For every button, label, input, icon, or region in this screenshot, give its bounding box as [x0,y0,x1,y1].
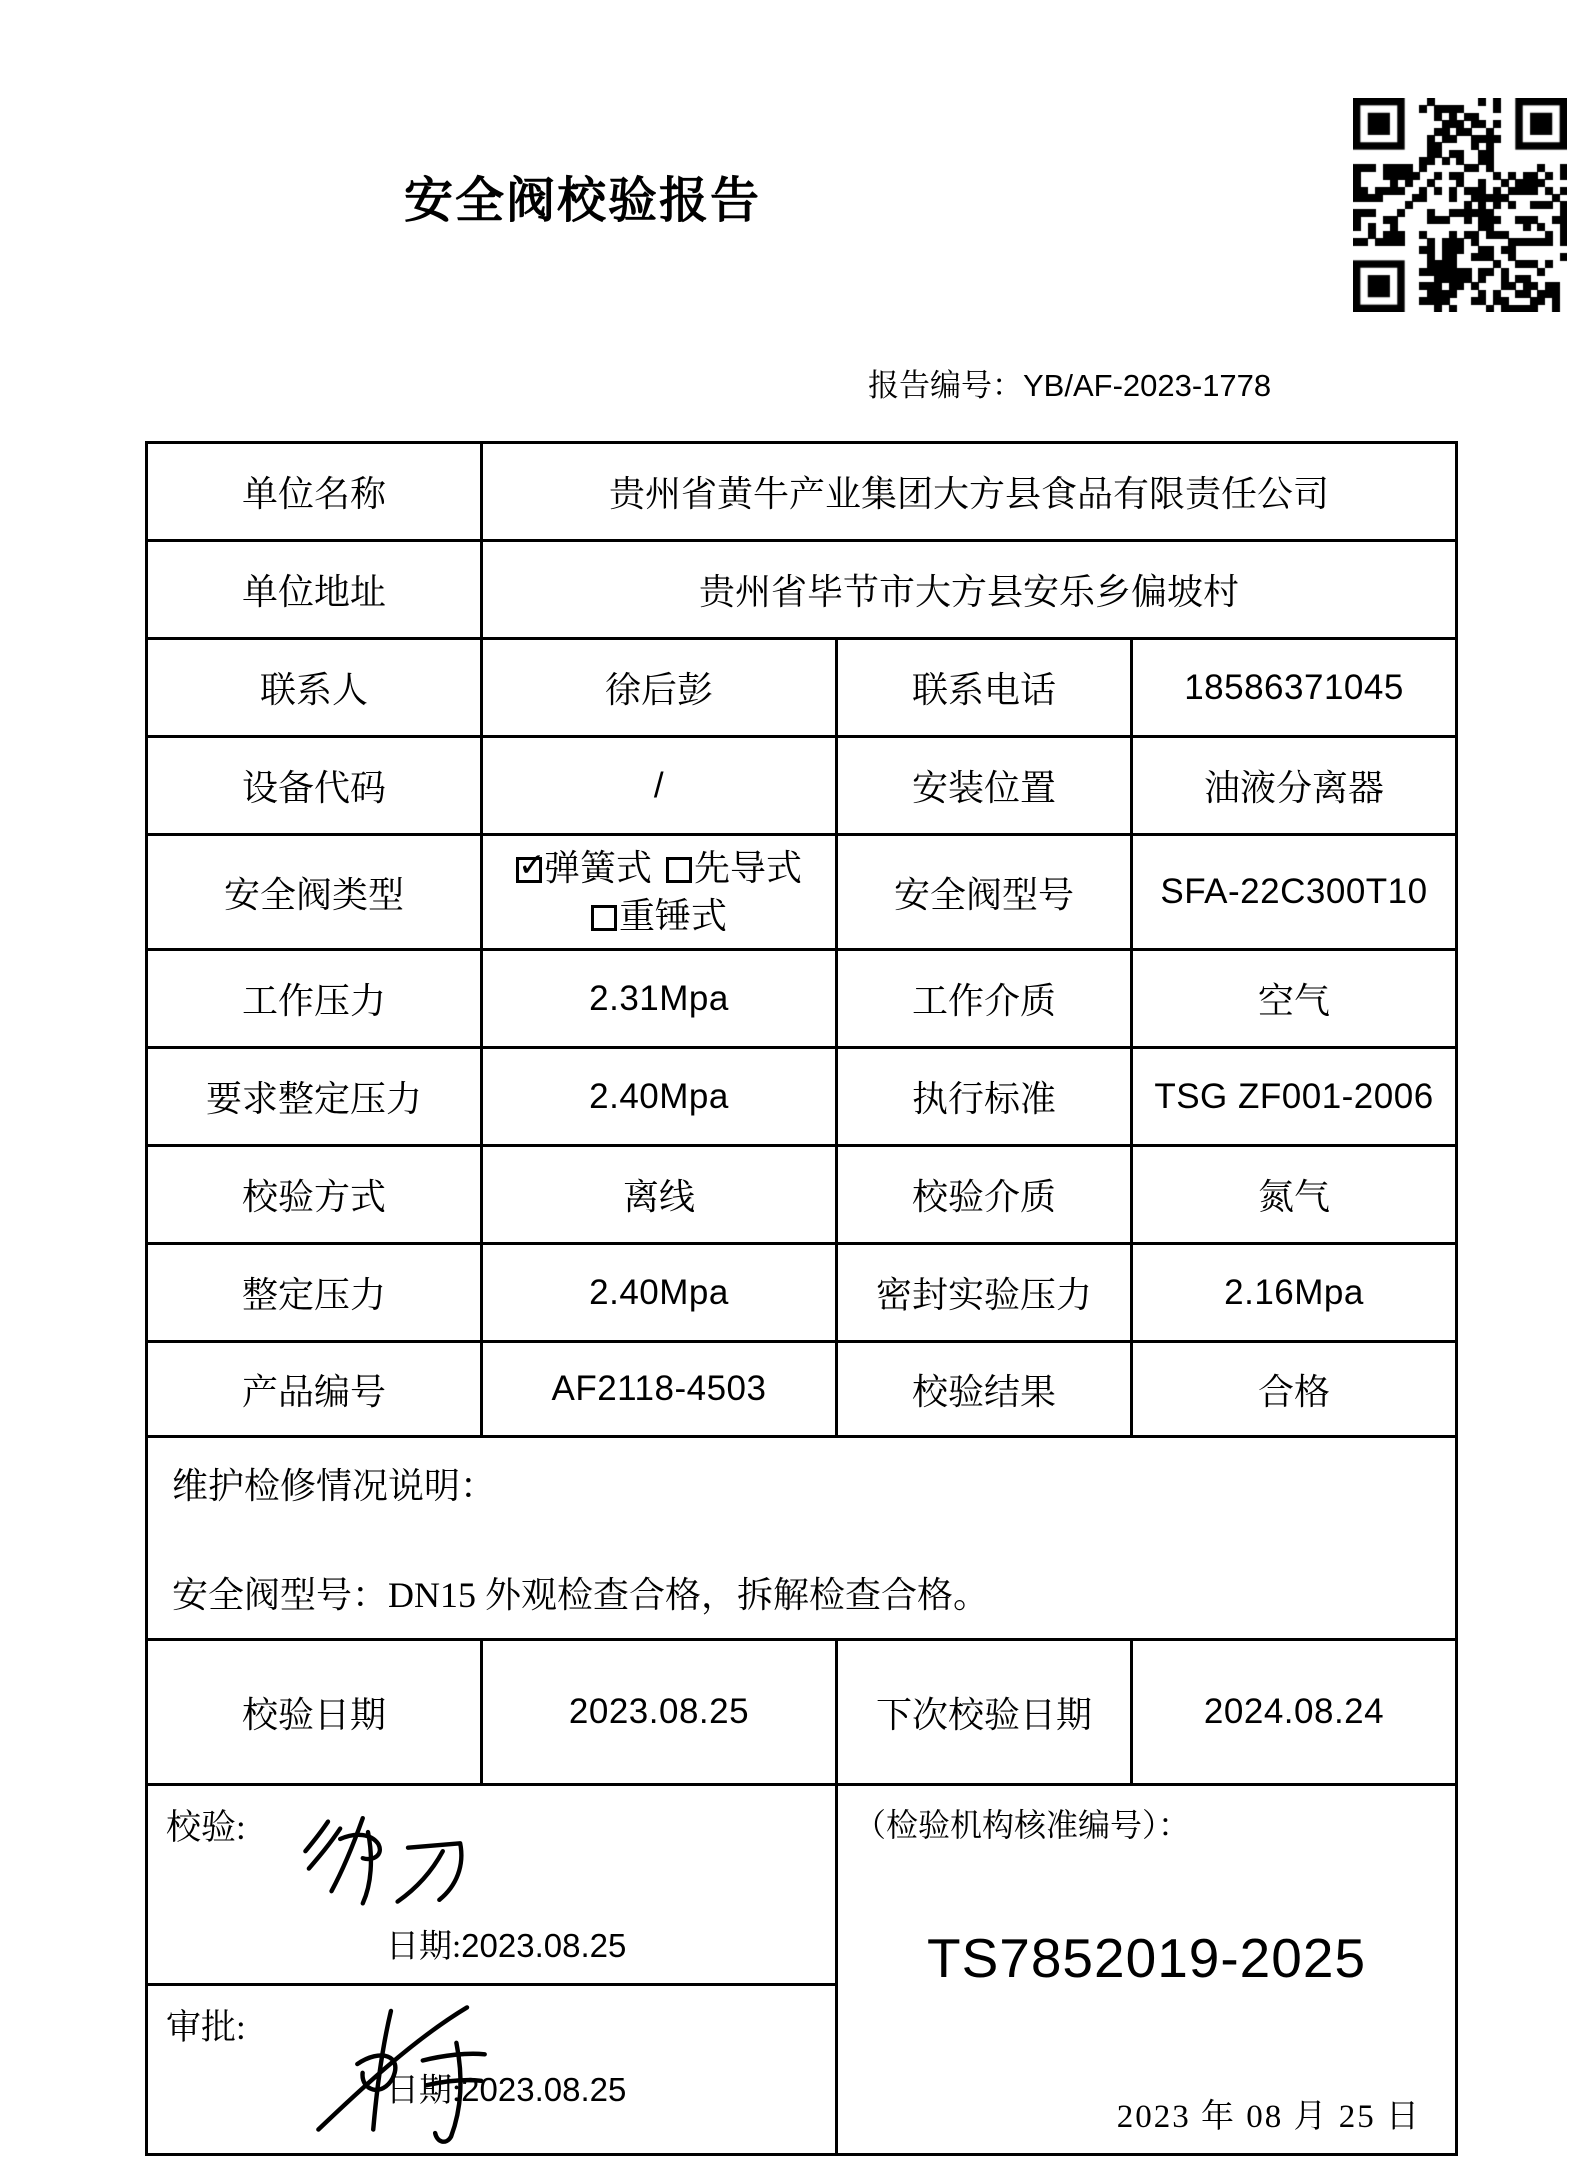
unit-name-value: 贵州省黄牛产业集团大方县食品有限责任公司 [482,443,1457,541]
table-row [147,639,1457,737]
valve-type-line-2 [489,892,829,940]
valve-type-option-spring [516,848,652,888]
contact-person-value: 徐后彭 [482,639,837,737]
contact-phone-value: 18586371045 [1132,639,1457,737]
page-title: 安全阀校验报告 [404,173,762,228]
valve-model-label: 安全阀型号 [837,835,1132,950]
seal-test-pressure-label: 密封实验压力 [837,1244,1132,1342]
maintenance-cell [147,1437,1457,1640]
required-set-pressure-value: 2.40Mpa [482,1048,837,1146]
calibrator-date-value: 2023.08.25 [461,1927,627,1964]
calibration-date-label: 校验日期 [147,1640,482,1785]
valve-type-option-spring-label: 弹簧式 [543,848,652,888]
valve-type-option-pilot-label: 先导式 [694,848,803,888]
table-row [147,541,1457,639]
checkbox-unchecked-icon [591,905,617,931]
calibrator-label: 校验: [166,1808,246,1847]
working-medium-value: 空气 [1132,950,1457,1048]
table-row [147,1640,1457,1785]
required-set-pressure-label: 要求整定压力 [147,1048,482,1146]
set-pressure-label: 整定压力 [147,1244,482,1342]
table-row [147,1785,1457,1985]
contact-phone-label: 联系电话 [837,639,1132,737]
set-pressure-value: 2.40Mpa [482,1244,837,1342]
approver-date-label: 日期: [386,2073,462,2109]
approver-date [386,2064,626,2111]
device-code-value: / [482,737,837,835]
next-calibration-date-value: 2024.08.24 [1132,1640,1457,1785]
issue-date: 2023 年 08 月 25 日 [1116,2099,1422,2135]
unit-address-label: 单位地址 [147,541,482,639]
approver-signature-cell [147,1985,837,2155]
approver-date-value: 2023.08.25 [461,2071,627,2108]
org-number-value: TS7852019-2025 [926,1927,1367,1989]
table-row [147,1244,1457,1342]
calibration-method-value: 离线 [482,1146,837,1244]
product-no-label: 产品编号 [147,1342,482,1437]
seal-test-pressure-value: 2.16Mpa [1132,1244,1457,1342]
calibrator-date-label: 日期: [386,1929,462,1965]
report-number-label: 报告编号： [868,368,1023,403]
working-pressure-value: 2.31Mpa [482,950,837,1048]
table-row [147,835,1457,950]
table-row [147,1437,1457,1640]
next-calibration-date-label: 下次校验日期 [837,1640,1132,1785]
table-row [147,1342,1457,1437]
calibrator-signature-cell [147,1785,837,1985]
product-no-value: AF2118-4503 [482,1342,837,1437]
calibration-date-value: 2023.08.25 [482,1640,837,1785]
working-medium-label: 工作介质 [837,950,1132,1048]
report-table [145,441,1458,2156]
valve-type-label: 安全阀类型 [147,835,482,950]
valve-type-option-weight [591,896,727,936]
table-row [147,950,1457,1048]
result-value: 合格 [1132,1342,1457,1437]
table-row [147,1048,1457,1146]
contact-person-label: 联系人 [147,639,482,737]
approver-label: 审批: [166,2008,246,2047]
org-number-label: （检验机构核准编号）： [854,1807,1191,1843]
unit-address-value: 贵州省毕节市大方县安乐乡偏坡村 [482,541,1457,639]
calibration-method-label: 校验方式 [147,1146,482,1244]
table-row [147,1146,1457,1244]
calibrator-signature [288,1794,488,1924]
valve-type-option-pilot [666,848,802,888]
checkbox-checked-icon [516,857,542,883]
valve-type-options [482,835,837,950]
standard-value: TSG ZF001-2006 [1132,1048,1457,1146]
table-row [147,737,1457,835]
valve-type-option-weight-label: 重锤式 [618,896,727,936]
install-position-label: 安装位置 [837,737,1132,835]
standard-label: 执行标准 [837,1048,1132,1146]
qr-code [1353,98,1567,312]
approval-cell [837,1785,1457,2155]
device-code-label: 设备代码 [147,737,482,835]
checkbox-unchecked-icon [666,857,692,883]
report-number-value: YB/AF-2023-1778 [1023,368,1272,403]
valve-model-value: SFA-22C300T10 [1132,835,1457,950]
report-number [868,360,1271,405]
maintenance-content: 安全阀型号：DN15 外观检查合格，拆解检查合格。 [172,1575,989,1615]
maintenance-title: 维护检修情况说明： [172,1466,497,1506]
unit-name-label: 单位名称 [147,443,482,541]
calibration-medium-label: 校验介质 [837,1146,1132,1244]
result-label: 校验结果 [837,1342,1132,1437]
install-position-value: 油液分离器 [1132,737,1457,835]
working-pressure-label: 工作压力 [147,950,482,1048]
table-row [147,443,1457,541]
valve-type-line-1 [489,844,829,892]
calibration-medium-value: 氮气 [1132,1146,1457,1244]
calibrator-date [386,1920,626,1967]
